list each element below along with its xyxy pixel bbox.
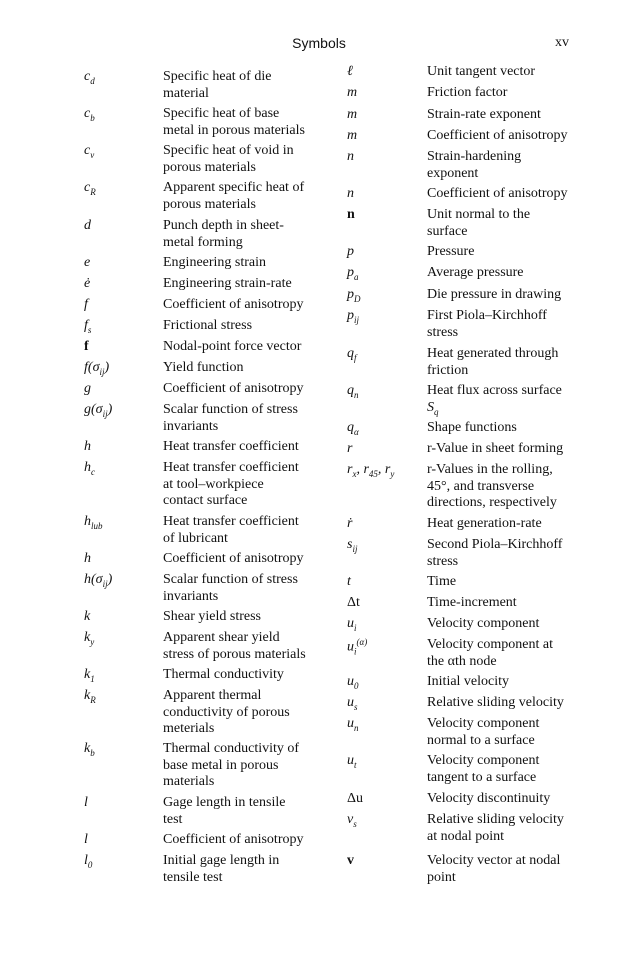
symbol: h [84,439,91,454]
symbol-definition [163,853,279,886]
symbol: $q_\alpha$ [347,420,359,437]
definition-line: Heat generated through [427,346,559,361]
symbol: $f(\sigma_{ij})$ [84,360,110,377]
definition-line: the αth node [427,653,497,669]
symbol: p [347,244,354,259]
definition-line: at nodal point [427,828,504,844]
symbol-definition [163,609,261,626]
definition-line: Initial velocity [427,674,510,689]
definition-line: Punch depth in sheet- [163,218,284,233]
definition-line: at tool–workpiece [163,476,264,492]
symbol-definition [163,688,290,738]
definition-line: First Piola–Kirchhoff [427,308,547,323]
definition-line: Unit normal to the [427,207,531,222]
symbol-definition [427,265,524,282]
symbol-definition [163,106,305,139]
symbol-definition [427,207,530,240]
symbol-definition [427,64,535,81]
symbol: $h_c$ [84,460,95,477]
symbol-definition [427,85,507,102]
symbol-definition [427,420,517,437]
definition-line: tangent to a surface [427,769,537,785]
definition-line: Yield function [163,360,244,375]
symbol-definition [427,753,539,786]
symbol-definition [163,360,244,377]
symbol-definition [427,346,558,379]
definition-line: Heat flux across surface [427,383,562,398]
definition-line: $S_q$ [427,399,439,417]
definition-line: Initial gage length in [163,853,280,868]
symbol: r [347,441,353,456]
symbol: $s_{ij}$ [347,537,358,554]
definition-line: Shape functions [427,420,517,435]
symbol: $q_f$ [347,346,357,363]
symbol: $p_{ij}$ [347,308,360,325]
symbol-definition [427,308,547,341]
definition-line: Relative sliding velocity [427,812,564,827]
symbol-definition [427,537,562,570]
symbol-definition [163,741,299,791]
symbol: f [84,339,89,354]
definition-line: Apparent thermal [163,688,262,703]
symbol: $q_n$ [347,383,359,400]
definition-line: contact surface [163,493,248,508]
definition-line: metal in porous materials [163,122,305,138]
symbol: $r_x$, $r_{45}$, $r_y$ [347,462,395,479]
definition-line: Heat transfer coefficient [163,460,299,475]
definition-line: directions, respectively [427,495,557,510]
symbol-definition [427,186,568,203]
definition-line: Specific heat of void in [163,143,294,158]
symbol: n [347,207,355,222]
symbol-definition [163,255,266,272]
symbol-definition [163,318,252,335]
symbol: $v_s$ [347,812,357,829]
definition-line: material [163,85,209,101]
symbol: $c_R$ [84,180,96,197]
definition-line: stress of porous materials [163,646,306,662]
symbol: m [347,85,358,100]
symbol: $k_y$ [84,630,95,647]
definition-line: Coefficient of anisotropy [427,186,568,201]
symbol-definition [163,795,285,828]
symbol: $u_s$ [347,695,358,712]
definition-line: Engineering strain [163,255,267,270]
definition-line: Nodal-point force vector [163,339,302,354]
symbol: Δu [347,791,364,806]
symbol: $c_d$ [84,69,95,86]
symbol-definition [163,69,271,102]
definition-line: Coefficient of anisotropy [163,551,304,566]
symbol: k [84,609,91,624]
symbol: n [347,149,354,164]
symbol: $k_1$ [84,667,95,684]
symbol: $k_b$ [84,741,95,758]
definition-line: Heat transfer coefficient [163,439,299,454]
symbol-definition [427,244,474,261]
symbol-definition [163,514,299,547]
definition-line: r-Values in the rolling, [427,462,553,477]
definition-line: Velocity component [427,716,540,731]
definition-line: Strain-rate exponent [427,107,541,122]
symbol-definition [427,637,553,670]
symbol: $f_s$ [84,318,92,335]
page-number: xv [555,35,569,50]
definition-line: r-Value in sheet forming [427,441,564,456]
symbol: t [347,574,351,589]
definition-line: Pressure [427,244,475,259]
definition-line: Coefficient of anisotropy [163,297,304,312]
symbol-definition [163,276,292,293]
symbol: f [84,297,88,312]
definition-line: invariants [163,418,219,434]
symbol-definition [163,572,298,605]
definition-line: Coefficient of anisotropy [427,128,568,143]
definition-line: normal to a surface [427,732,535,748]
definition-line: point [427,869,456,885]
symbol: g [84,381,91,396]
symbol-definition [427,695,564,712]
definition-line: Time-increment [427,595,517,610]
symbol: $u_n$ [347,716,359,733]
symbol: $l_0$ [84,853,93,870]
symbol: v [347,853,354,868]
symbol: $c_b$ [84,106,95,123]
symbol-definition [163,143,294,176]
symbol: $u_t$ [347,753,357,770]
symbol: $h_{lub}$ [84,514,103,531]
symbol-definition [427,287,561,304]
definition-line: Unit tangent vector [427,64,536,79]
definition-line: porous materials [163,196,256,212]
symbol: ℓ [347,64,353,79]
definition-line: Specific heat of die [163,69,272,84]
symbol: $h(\sigma_{ij})$ [84,572,113,589]
definition-line: Velocity discontinuity [427,791,551,806]
definition-line: exponent [427,165,479,181]
definition-line: Velocity component at [427,637,553,652]
symbol-definition [427,791,550,808]
symbol-definition [427,128,568,145]
definition-line: Average pressure [427,265,524,280]
symbol-definition [427,716,539,749]
definition-line: stress [427,324,459,340]
definition-line: Second Piola–Kirchhoff [427,537,563,552]
definition-line: test [163,811,183,827]
symbol-definition [163,460,299,510]
symbol-definition [427,674,509,691]
symbol-definition [163,439,299,456]
symbol-definition [427,853,560,886]
definition-line: porous materials [163,159,256,175]
symbol-definition [163,381,304,398]
definition-line: Velocity vector at nodal [427,853,561,868]
definition-line: meterials [163,721,215,736]
definition-line: stress [427,553,459,569]
definition-line: friction [427,362,469,378]
symbol-definition [427,616,539,633]
symbol: $u_0$ [347,674,359,691]
definition-line: Scalar function of stress [163,572,298,587]
symbol-definition [163,667,284,684]
symbol: Δt [347,595,360,610]
definition-line: Velocity component [427,753,540,768]
symbol: $g(\sigma_{ij})$ [84,402,113,419]
definition-line: Velocity component [427,616,540,631]
symbol-definition [163,339,301,356]
symbol: $k_R$ [84,688,96,705]
definition-line: tensile test [163,869,223,885]
definition-line: surface [427,223,468,239]
definition-line: Coefficient of anisotropy [163,381,304,396]
definition-line: Die pressure in drawing [427,287,562,302]
symbol-definition [427,149,521,182]
symbol: ṙ [347,516,353,531]
definition-line: metal forming [163,234,243,250]
definition-line: Thermal conductivity of [163,741,300,756]
definition-line: invariants [163,588,219,604]
symbol: h [84,551,91,566]
symbol-definition [163,218,284,251]
definition-line: conductivity of porous [163,704,290,720]
symbol: $u_i^{(\alpha)}$ [347,637,368,657]
definition-line: Strain-hardening [427,149,522,164]
symbol: ė [84,276,91,291]
symbol: l [84,795,88,810]
symbol-definition [427,595,517,612]
symbol-definition [427,462,557,512]
symbol-definition [163,832,304,849]
definition-line: Time [427,574,457,589]
symbol-definition [163,551,304,568]
symbol-definition [427,574,456,591]
symbol-definition [427,107,541,124]
definition-line: Apparent specific heat of [163,180,305,195]
symbol-definition [163,180,304,213]
symbol-definition [427,383,562,420]
definition-line: materials [163,774,215,789]
definition-line: Heat generation-rate [427,516,542,531]
definition-line: Engineering strain-rate [163,276,292,291]
definition-line: Gage length in tensile [163,795,286,810]
symbol: n [347,186,354,201]
definition-line: Shear yield stress [163,609,261,624]
definition-line: Relative sliding velocity [427,695,564,710]
definition-line: Specific heat of base [163,106,280,121]
symbol: $c_v$ [84,143,95,160]
definition-line: Thermal conductivity [163,667,284,682]
definition-line: Frictional stress [163,318,253,333]
definition-line: Coefficient of anisotropy [163,832,304,847]
symbol: l [84,832,88,847]
definition-line: Friction factor [427,85,508,100]
symbol: $p_D$ [347,287,361,304]
symbol: e [84,255,91,270]
symbol-definition [427,441,563,458]
definition-line: 45°, and transverse [427,478,535,494]
symbol: m [347,107,358,122]
symbol-definition [427,516,542,533]
symbol-definition [427,812,564,845]
symbol: $u_i$ [347,616,357,633]
running-title: Symbols [292,35,346,51]
definition-line: Apparent shear yield [163,630,280,645]
symbol-definition [163,297,304,314]
definition-line: Scalar function of stress [163,402,298,417]
definition-line: of lubricant [163,530,228,546]
symbol: m [347,128,358,143]
symbol-definition [163,630,306,663]
symbol-definition [163,402,298,435]
definition-line: Heat transfer coefficient [163,514,299,529]
definition-line: base metal in porous [163,757,279,773]
symbol: d [84,218,91,233]
symbol: $p_a$ [347,265,359,282]
